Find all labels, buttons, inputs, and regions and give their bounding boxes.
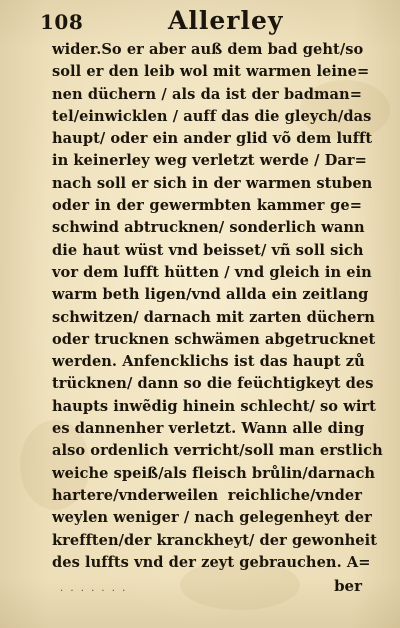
text-line: nach soll er sich in der warmen stuben (52, 174, 373, 192)
text-line: haupt/ oder ein ander glid võ dem lufft (52, 130, 373, 148)
text-line: also ordenlich verricht/soll man erstlich (52, 442, 383, 460)
text-block (52, 39, 383, 574)
running-head: Allerley (168, 6, 284, 35)
text-line: soll er den leib wol mit warmen leine= (52, 63, 370, 81)
text-line: haupts inwẽdig hinein schlecht/ so wirt (52, 397, 376, 415)
text-line: oder in der gewermbten kammer ge= (52, 197, 362, 215)
text-line: tel/einwicklen / auff das die gleych/das (52, 107, 372, 125)
page-footer (52, 577, 362, 601)
text-line: vor dem lufft hütten / vnd gleich in ein (52, 263, 372, 281)
text-line: schwitzen/ darnach mit zarten düchern (52, 308, 375, 326)
text-line: hartere/vnderweilen reichliche/vnder (52, 486, 362, 504)
text-line: schwind abtrucknen/ sonderlich wann (52, 219, 365, 237)
page-number: 108 (40, 10, 84, 34)
page-header (40, 6, 370, 36)
text-line: nen düchern / als da ist der badman= (52, 85, 362, 103)
text-line: des luffts vnd der zeyt gebrauchen. A= (52, 553, 371, 571)
text-line: krefften/der kranckheyt/ der gewonheit (52, 531, 377, 549)
text-line: es dannenher verletzt. Wann alle ding (52, 420, 365, 438)
text-line: in keinerley weg verletzt werde / Dar= (52, 152, 367, 170)
text-line: oder trucknen schwämen abgetrucknet (52, 330, 376, 348)
text-line: wider.So er aber auß dem bad geht/so (52, 41, 364, 58)
text-line: weylen weniger / nach gelegenheyt der (52, 509, 372, 527)
text-line: trücknen/ dann so die feüchtigkeyt des (52, 375, 374, 393)
text-line: weiche speiß/als fleisch brůlin/darnach (52, 464, 376, 482)
text-line: warm beth ligen/vnd allda ein zeitlang (52, 286, 369, 304)
text-line: die haut wüst vnd beisset/ vñ soll sich (52, 241, 364, 259)
text-line: werden. Anfencklichs ist das haupt zů (52, 353, 365, 371)
signature-mark: . . . . . . . (60, 583, 128, 594)
catchword: ber (334, 577, 362, 595)
